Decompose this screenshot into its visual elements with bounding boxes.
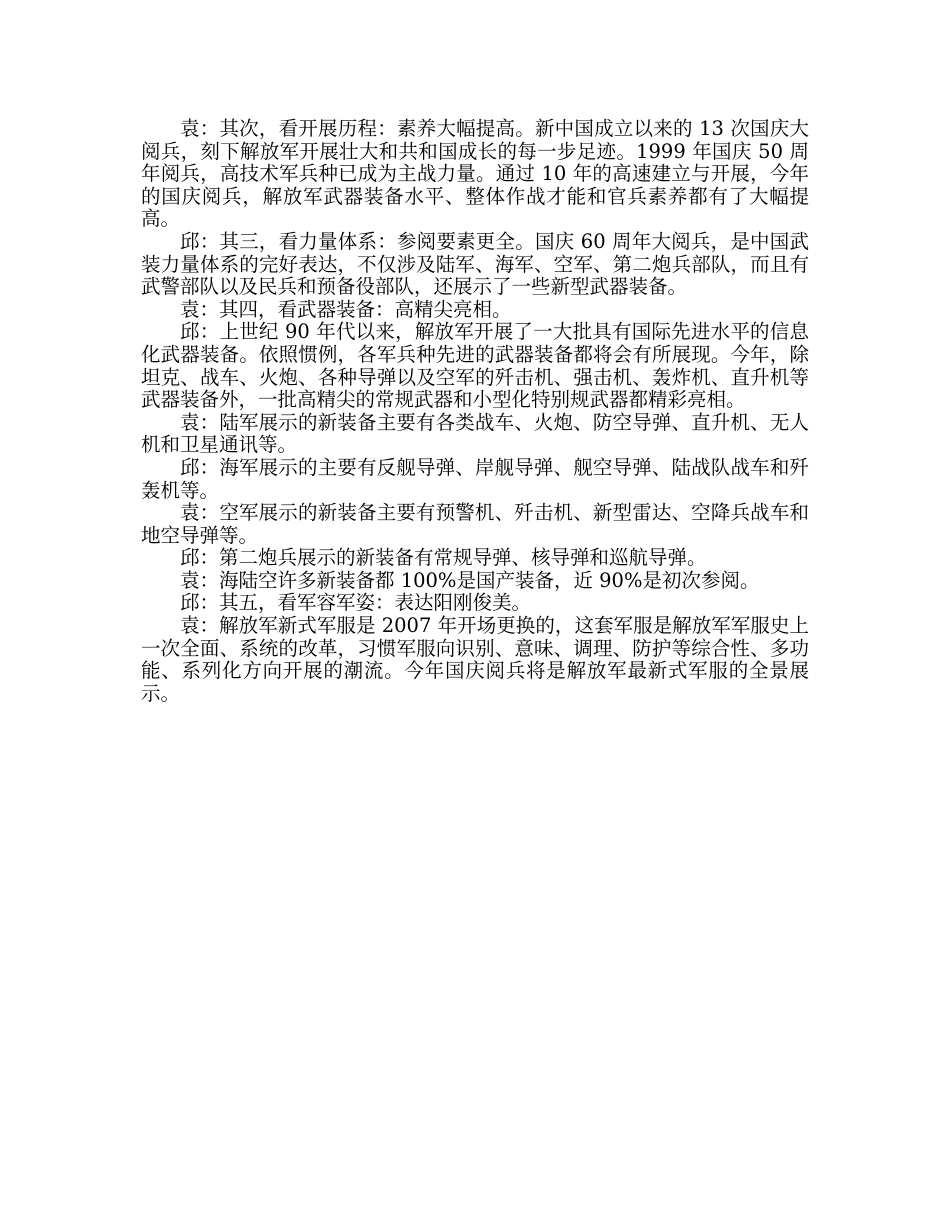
paragraph-4: 邱：上世纪 90 年代以来，解放军开展了一大批具有国际先进水平的信息化武器装备。依照惯例，各军兵种先进的武器装备都将会有所展现。今年，除坦克、战车、火炮、各种导弹以及空军的歼击机、强击机、轰炸机、直升机等武器装备外，一批高精尖的常规武器和小型化特别规武器都精彩亮相。 xyxy=(141,320,809,412)
paragraph-8: 邱：第二炮兵展示的新装备有常规导弹、核导弹和巡航导弹。 xyxy=(180,546,707,570)
paragraph-2: 邱：其三，看力量体系：参阅要素更全。国庆 60 周年大阅兵，是中国武装力量体系的完好表达，不仅涉及陆军、海军、空军、第二炮兵部队，而且有武警部队以及民兵和预备役部队，还展示了一些新型武器装备。 xyxy=(141,229,809,299)
paragraph-11: 袁：解放军新式军服是 2007 年开场更换的，这套军服是解放军军服史上一次全面、系统的改革，习惯军服向识别、意味、调理、防护等综合性、多功能、系列化方向开展的潮流。今年国庆阅兵将是解放军最新式军服的全景展示。 xyxy=(141,614,809,705)
paragraph-5: 袁：陆军展示的新装备主要有各类战车、火炮、防空导弹、直升机、无人机和卫星通讯等。 xyxy=(141,410,809,457)
paragraph-10: 邱：其五，看军容军姿：表达阳刚俊美。 xyxy=(180,591,532,615)
document-body xyxy=(141,118,809,705)
paragraph-9: 袁：海陆空许多新装备都 100%是国产装备，近 90%是初次参阅。 xyxy=(180,568,760,592)
paragraph-3: 袁：其四，看武器装备：高精尖亮相。 xyxy=(180,297,512,321)
paragraph-1: 袁：其次，看开展历程：素养大幅提高。新中国成立以来的 13 次国庆大阅兵，刻下解放军开展壮大和共和国成长的每一步足迹。1999 年国庆 50 周年阅兵，高技术军兵种已成为主战力量。通过 10 年的高速建立与开展，今年的国庆阅兵，解放军武器装备水平、整体作战才能和官兵素养都有了大幅提高。 xyxy=(141,117,809,231)
paragraph-7: 袁：空军展示的新装备主要有预警机、歼击机、新型雷达、空降兵战车和地空导弹等。 xyxy=(141,501,809,547)
paragraph-6: 邱：海军展示的主要有反舰导弹、岸舰导弹、舰空导弹、陆战队战车和歼轰机等。 xyxy=(141,455,809,502)
